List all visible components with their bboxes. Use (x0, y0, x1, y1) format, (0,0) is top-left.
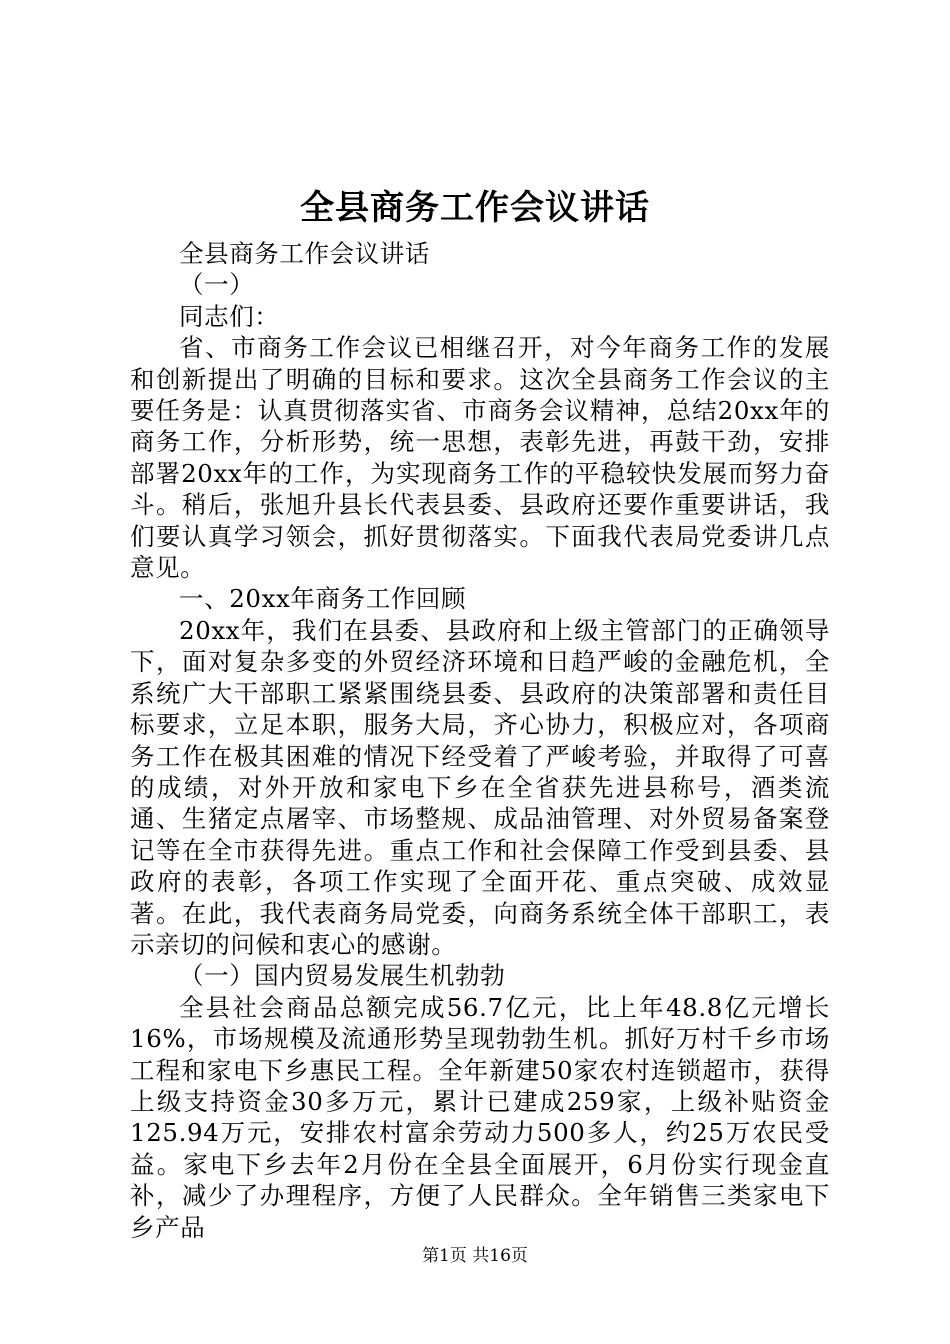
body-paragraph: 20xx年，我们在县委、县政府和上级主管部门的正确领导下，面对复杂多变的外贸经济环境和日趋严峻的金融危机，全系统广大干部职工紧紧围绕县委、县政府的决策部署和责任目标要求，立足本职，服务大局，齐心协力，积极应对，各项商务工作在极其困难的情况下经受着了严峻考验，并取得了可喜的成绩，对外开放和家电下乡在全省获先进县称号，酒类流通、生猪定点屠宰、市场整规、成品油管理、对外贸易备案登记等在全市获得先进。重点工作和社会保障工作受到县委、县政府的表彰，各项工作实现了全面开花、重点突破、成效显著。在此，我代表商务局党委，向商务系统全体干部职工，表示亲切的问候和衷心的感谢。 (130, 615, 830, 959)
page-number-footer: 第1页 共16页 (422, 1246, 528, 1266)
document-body (130, 238, 830, 1243)
body-paragraph: 省、市商务工作会议已相继召开，对今年商务工作的发展和创新提出了明确的目标和要求。这次全县商务工作会议的主要任务是：认真贯彻落实省、市商务会议精神，总结20xx年的商务工作，分析形势，统一思想，表彰先进，再鼓干劲，安排部署20xx年的工作，为实现商务工作的平稳较快发展而努力奋斗。稍后，张旭升县长代表县委、县政府还要作重要讲话，我们要认真学习领会，抓好贯彻落实。下面我代表局党委讲几点意见。 (130, 333, 830, 583)
section-heading: 一、20xx年商务工作回顾 (179, 584, 467, 614)
subsection-heading: （一）国内贸易发展生机勃勃 (179, 961, 506, 991)
section-number: （一） (179, 270, 255, 300)
body-paragraph: 全县社会商品总额完成56.7亿元，比上年48.8亿元增长16%，市场规模及流通形势呈现勃勃生机。抓好万村千乡市场工程和家电下乡惠民工程。全年新建50家农村连锁超市，获得上级支持资金30多万元，累计已建成259家，上级补贴资金125.94万元，安排农村富余劳动力500多人，约25万农民受益。家电下乡去年2月份在全县全面展开，6月份实行现金直补，减少了办理程序，方便了人民群众。全年销售三类家电下乡产品 (130, 992, 830, 1242)
salutation: 同志们： (179, 301, 280, 331)
document-title: 全县商务工作会议讲话 (300, 188, 650, 228)
subtitle-paragraph: 全县商务工作会议讲话 (179, 239, 430, 268)
